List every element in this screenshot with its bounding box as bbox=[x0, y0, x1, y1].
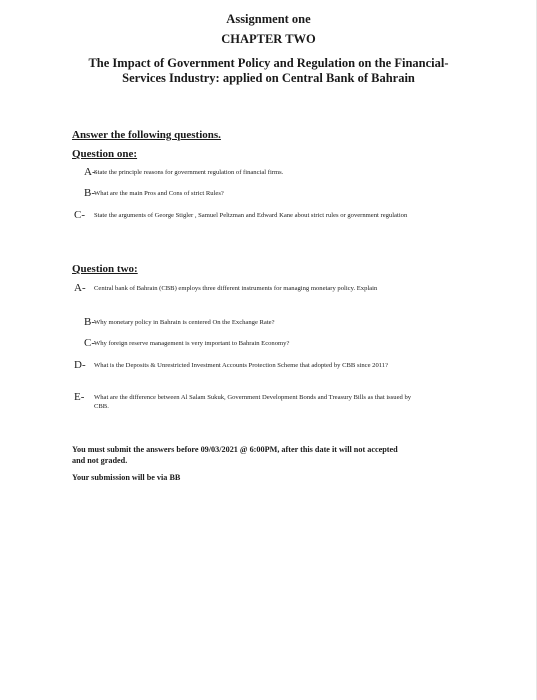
item-marker: A- bbox=[74, 282, 86, 294]
item-marker: B- bbox=[84, 187, 95, 199]
item-text: What are the difference between Al Salam Sukuk, Government Development Bonds and Treasury Bills as that issued by CBB. bbox=[94, 394, 412, 410]
item-text: State the arguments of George Stigler , Samuel Peltzman and Edward Kane about strict rules or government regulation bbox=[94, 212, 408, 219]
item-marker: A- bbox=[84, 166, 96, 178]
question-two-heading: Question two: bbox=[72, 263, 138, 275]
item-text: Central bank of Bahrain (CBB) employs three different instruments for managing monetary policy. Explain bbox=[94, 285, 378, 292]
item-text: State the principle reasons for government regulation of financial firms. bbox=[94, 169, 284, 176]
assignment-title: Assignment one bbox=[226, 12, 311, 26]
item-marker: C- bbox=[74, 209, 85, 221]
deadline-note: You must submit the answers before 09/03/2021 @ 6:00PM, after this date it will not accepted and not graded. bbox=[72, 445, 398, 465]
question-two-item-d bbox=[74, 359, 424, 371]
question-one-heading: Question one: bbox=[72, 148, 138, 160]
item-text: What are the main Pros and Cons of strict Rules? bbox=[94, 190, 224, 197]
chapter-heading: CHAPTER TWO bbox=[221, 32, 316, 46]
question-two-item-a bbox=[74, 282, 424, 294]
question-one-item-c bbox=[74, 209, 424, 221]
question-one-item-a bbox=[84, 168, 414, 177]
item-text: Why monetary policy in Bahrain is centered On the Exchange Rate? bbox=[94, 319, 275, 326]
submission-note: Your submission will be via BB bbox=[72, 473, 181, 482]
item-text: What is the Deposits & Unrestricted Investment Accounts Protection Scheme that adopted by CBB since 2011? bbox=[94, 362, 389, 369]
question-one-item-b bbox=[84, 189, 414, 198]
item-marker: B- bbox=[84, 316, 95, 328]
item-text: Why foreign reserve management is very important to Bahrain Economy? bbox=[94, 340, 290, 347]
question-two-item-c bbox=[84, 339, 414, 348]
item-marker: E- bbox=[74, 391, 85, 403]
item-marker: C- bbox=[84, 337, 95, 349]
question-two-item-e bbox=[74, 391, 424, 411]
question-two-item-b bbox=[84, 318, 414, 327]
answer-instructions: Answer the following questions. bbox=[72, 129, 221, 141]
document-subtitle: The Impact of Government Policy and Regulation on the Financial-Services Industry: applied on Central Bank of Bahrain bbox=[88, 56, 449, 85]
item-marker: D- bbox=[74, 359, 86, 371]
